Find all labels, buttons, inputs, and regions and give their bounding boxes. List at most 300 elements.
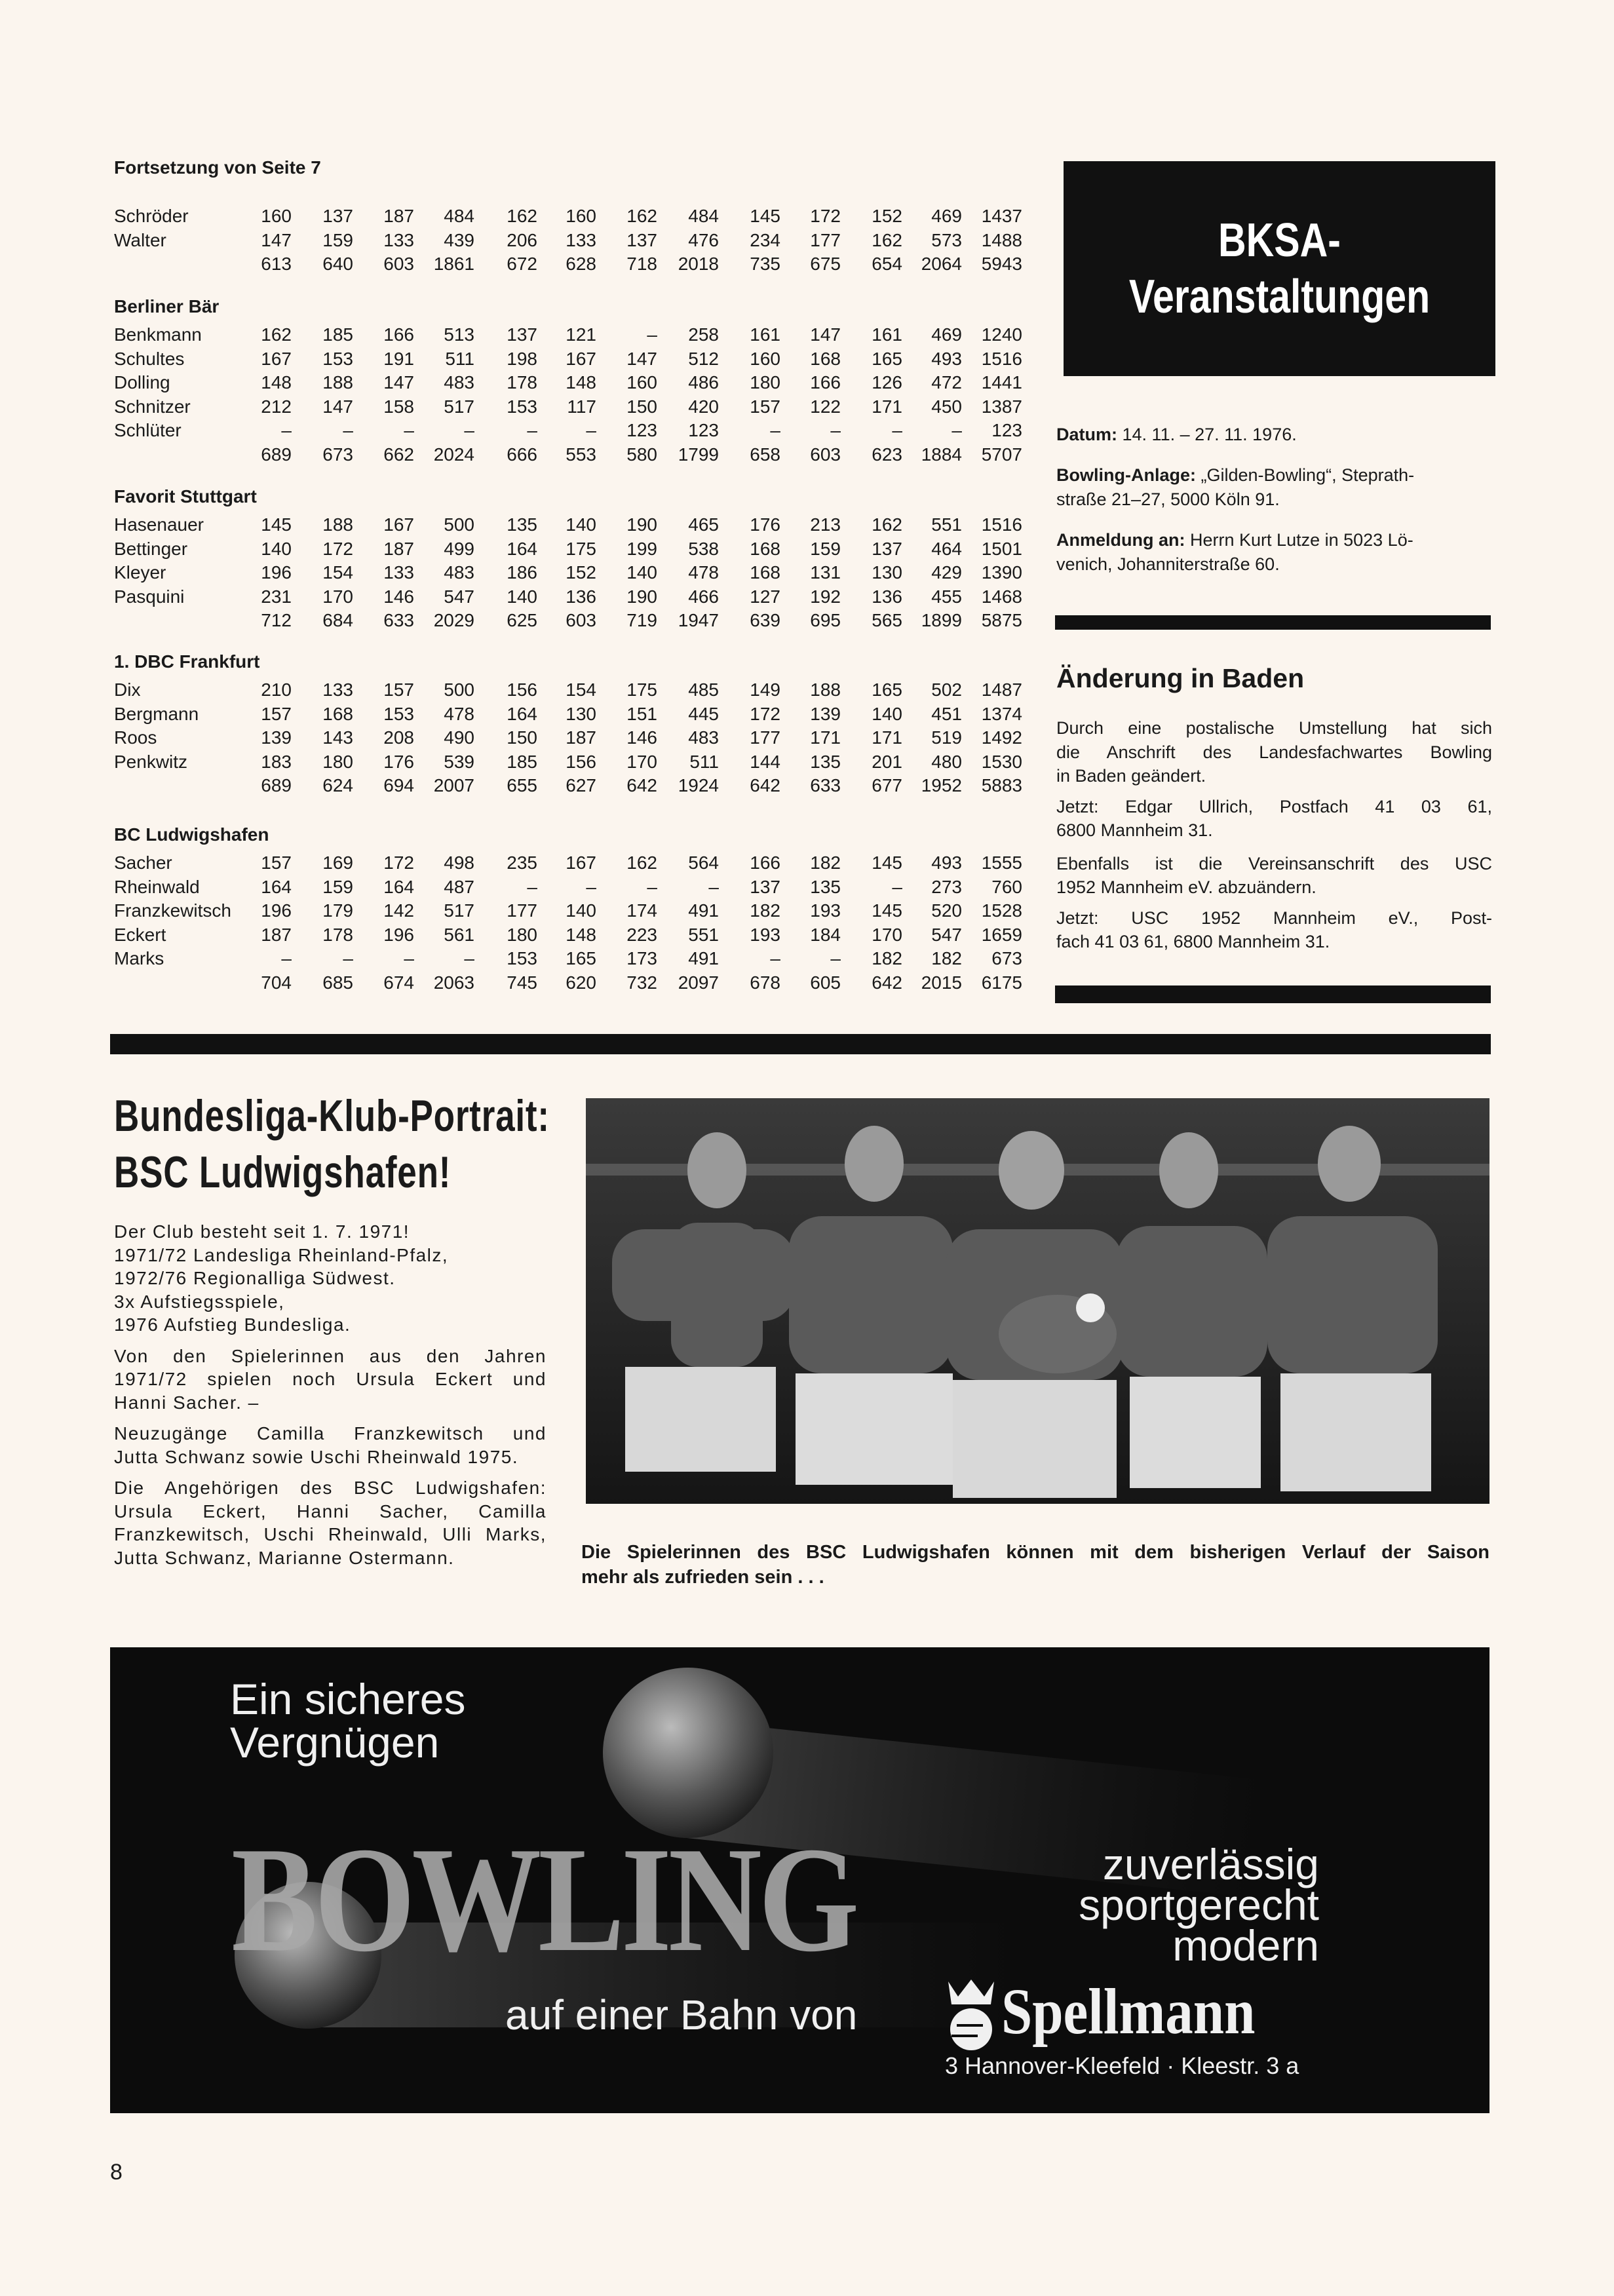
headline-line2: BSC Ludwigshafen! [114, 1147, 452, 1197]
score-cell: 159 [322, 229, 353, 250]
score-cell: 153 [322, 348, 353, 369]
divider-bar-wide [110, 1034, 1491, 1054]
score-cell: 171 [872, 727, 902, 748]
score-cell: 137 [626, 229, 657, 250]
score-cell: 168 [750, 562, 780, 583]
player-row [114, 371, 1031, 395]
score-cell: 234 [750, 229, 780, 250]
datum-label: Datum: [1056, 425, 1117, 444]
feature-1: zuverlässig [1102, 1840, 1319, 1888]
score-cell: 140 [261, 538, 292, 559]
score-cell: 499 [444, 538, 474, 559]
player-row [114, 702, 1031, 727]
score-cell: 157 [750, 396, 780, 417]
score-cell: 642 [626, 775, 657, 795]
score-cell: 640 [322, 254, 353, 274]
score-cell: 483 [444, 372, 474, 392]
score-cell: 235 [507, 852, 537, 873]
bksa-anlage [1056, 463, 1492, 511]
player-row [114, 678, 1031, 702]
team-section [114, 294, 1031, 467]
score-cell: 210 [261, 679, 292, 700]
score-cell: 161 [872, 324, 902, 345]
score-cell: 153 [383, 703, 414, 724]
score-cell: 712 [261, 610, 292, 630]
score-cell: 147 [322, 396, 353, 417]
score-cell: 170 [322, 586, 353, 607]
score-cell: 666 [507, 444, 537, 465]
score-cell: 673 [322, 444, 353, 465]
portrait-paragraph [114, 1345, 547, 1415]
score-cell: 148 [261, 372, 292, 392]
portrait-line: Von den Spielerinnen aus den Jahren [114, 1345, 547, 1366]
score-cell: 182 [750, 900, 780, 921]
score-cell: 487 [444, 876, 474, 897]
score-cell: 1374 [981, 703, 1022, 724]
score-cell: 212 [261, 396, 292, 417]
player-row [114, 923, 1031, 947]
bksa-title-line2: Veranstaltungen [1128, 271, 1431, 323]
score-cell: 551 [688, 924, 719, 945]
score-cell: 159 [810, 538, 841, 559]
score-cell: 491 [688, 948, 719, 968]
score-cell: 157 [383, 679, 414, 700]
score-cell: 123 [991, 420, 1022, 440]
score-cell: 136 [566, 586, 596, 607]
score-cell: 145 [872, 900, 902, 921]
portrait-line: Jutta Schwanz sowie Uschi Rheinwald 1975. [114, 1446, 519, 1467]
score-cell: 1924 [678, 775, 719, 795]
bksa-datum [1056, 423, 1492, 447]
spellmann-advertisement [110, 1647, 1489, 2113]
team-photo [586, 1098, 1489, 1504]
score-cell: 1947 [678, 610, 719, 630]
score-cell: 169 [322, 852, 353, 873]
bowling-ball-icon [603, 1668, 773, 1838]
score-cell: 147 [626, 348, 657, 369]
baden-line: die Anschrift des Landesfachwartes Bowling [1056, 742, 1492, 762]
score-cell: – [464, 948, 474, 968]
baden-line: Ebenfalls ist die Vereinsanschrift des USC [1056, 853, 1492, 873]
score-cell: 151 [626, 703, 657, 724]
score-cell: 483 [688, 727, 719, 748]
portrait-paragraph [114, 1220, 547, 1337]
score-cell: 162 [626, 852, 657, 873]
score-cell: 173 [626, 948, 657, 968]
continuation-note: Fortsetzung von Seite 7 [114, 157, 321, 178]
score-cell: 184 [810, 924, 841, 945]
score-cell: 2015 [921, 972, 962, 993]
portrait-body [114, 1220, 547, 1577]
portrait-line: 1971/72 Landesliga Rheinland-Pfalz, [114, 1244, 449, 1265]
score-cell: 167 [566, 852, 596, 873]
score-cell: 718 [626, 254, 657, 274]
score-cell: 172 [383, 852, 414, 873]
score-cell: 174 [626, 900, 657, 921]
score-cell: 517 [444, 900, 474, 921]
score-cell: 1530 [981, 751, 1022, 772]
score-cell: 500 [444, 514, 474, 535]
bksa-anmeldung [1056, 528, 1492, 576]
score-cell: 206 [507, 229, 537, 250]
score-cell: – [343, 420, 353, 440]
score-cell: 165 [566, 948, 596, 968]
score-cell: 547 [444, 586, 474, 607]
score-cell: 178 [322, 924, 353, 945]
score-cell: 2063 [433, 972, 474, 993]
score-cell: 472 [931, 372, 962, 392]
score-cell: 142 [383, 900, 414, 921]
player-row [114, 947, 1031, 971]
ad-bowling-wordmark: BOWLING [231, 1816, 856, 1983]
portrait-line: Der Club besteht seit 1. 7. 1971! [114, 1221, 410, 1242]
score-cell: 160 [566, 206, 596, 226]
bksa-title-line1: BKSA- [1218, 214, 1341, 267]
score-cell: 469 [931, 206, 962, 226]
score-cell: 164 [261, 876, 292, 897]
score-cell: 166 [383, 324, 414, 345]
score-cell: 451 [931, 703, 962, 724]
score-cell: – [830, 420, 841, 440]
score-cell: – [404, 948, 414, 968]
ad-bahn-text: auf einer Bahn von [505, 1991, 858, 2038]
score-cell: 519 [931, 727, 962, 748]
score-cell: 165 [872, 348, 902, 369]
portrait-line: Neuzugänge Camilla Franzkewitsch und [114, 1423, 547, 1444]
score-cell: 551 [931, 514, 962, 535]
score-cell: 1468 [981, 586, 1022, 607]
team-name: Berliner Bär [114, 296, 220, 316]
anmeldung-line2: venich, Johanniterstraße 60. [1056, 554, 1280, 574]
score-cell: 655 [507, 775, 537, 795]
anlage-label: Bowling-Anlage: [1056, 465, 1196, 485]
portrait-line: 1972/76 Regionalliga Südwest. [114, 1268, 396, 1288]
player-name: Marks [114, 948, 164, 968]
score-cell: 191 [383, 348, 414, 369]
score-cell: 1884 [921, 444, 962, 465]
score-cell: 485 [688, 679, 719, 700]
player-row [114, 419, 1031, 443]
score-cell: 166 [750, 852, 780, 873]
score-cell: – [647, 324, 657, 345]
ad-brand: Spellmann [1001, 1975, 1256, 2048]
score-cell: 162 [872, 229, 902, 250]
player-name: Dolling [114, 372, 170, 392]
score-cell: 186 [507, 562, 537, 583]
score-cell: 695 [810, 610, 841, 630]
score-cell: 745 [507, 972, 537, 993]
score-cell: 633 [810, 775, 841, 795]
player-row [114, 726, 1031, 750]
player-row [114, 585, 1031, 609]
score-cell: 465 [688, 514, 719, 535]
score-cell: 180 [322, 751, 353, 772]
score-cell: 160 [750, 348, 780, 369]
player-row [114, 899, 1031, 923]
score-cell: 5707 [981, 444, 1022, 465]
score-cell: – [404, 420, 414, 440]
score-cell: 689 [261, 775, 292, 795]
score-cell: 179 [322, 900, 353, 921]
baden-title: Änderung in Baden [1056, 663, 1305, 693]
score-cell: 603 [810, 444, 841, 465]
score-cell: 478 [444, 703, 474, 724]
player-name: Schröder [114, 206, 189, 226]
team-section [114, 822, 1031, 995]
score-cell: 183 [261, 751, 292, 772]
score-cell: 662 [383, 444, 414, 465]
score-cell: 176 [383, 751, 414, 772]
score-cell: 2029 [433, 610, 474, 630]
score-cell: 130 [872, 562, 902, 583]
team-total-row [114, 774, 1031, 798]
caption-line2: mehr als zufrieden sein . . . [581, 1567, 824, 1588]
score-cell: – [527, 420, 537, 440]
score-cell: – [892, 420, 902, 440]
score-cell: 1952 [921, 775, 962, 795]
score-cell: 168 [750, 538, 780, 559]
score-cell: 193 [810, 900, 841, 921]
portrait-paragraph [114, 1422, 547, 1468]
score-cell: 196 [383, 924, 414, 945]
score-cell: – [770, 948, 780, 968]
score-cell: 1861 [433, 254, 474, 274]
portrait-line: Die Angehörigen des BSC Ludwigshafen: [114, 1478, 547, 1498]
player-name: Schlüter [114, 420, 182, 440]
player-name: Schnitzer [114, 396, 191, 417]
score-cell: 135 [507, 514, 537, 535]
score-cell: 140 [566, 514, 596, 535]
score-cell: 153 [507, 396, 537, 417]
score-cell: 185 [507, 751, 537, 772]
score-cell: 160 [626, 372, 657, 392]
score-cell: 164 [507, 703, 537, 724]
score-cell: 177 [750, 727, 780, 748]
score-cell: 121 [566, 324, 596, 345]
score-cell: 131 [810, 562, 841, 583]
score-cell: 684 [322, 610, 353, 630]
score-cell: 480 [931, 751, 962, 772]
score-cell: 620 [566, 972, 596, 993]
score-cell: 760 [991, 876, 1022, 897]
score-cell: 187 [383, 538, 414, 559]
score-cell: 493 [931, 852, 962, 873]
score-cell: 539 [444, 751, 474, 772]
score-cell: – [951, 420, 962, 440]
score-cell: 1492 [981, 727, 1022, 748]
score-cell: 678 [750, 972, 780, 993]
score-cell: 603 [383, 254, 414, 274]
score-cell: 491 [688, 900, 719, 921]
divider-bar [1055, 985, 1491, 1003]
score-cell: 1501 [981, 538, 1022, 559]
score-cell: 127 [750, 586, 780, 607]
score-cell: 164 [507, 538, 537, 559]
portrait-line: 1971/72 spielen noch Ursula Eckert und [114, 1369, 547, 1389]
score-cell: 512 [688, 348, 719, 369]
score-cell: 455 [931, 586, 962, 607]
score-cell: 5943 [981, 254, 1022, 274]
player-row [114, 323, 1031, 347]
anmeldung-line1: Herrn Kurt Lutze in 5023 Lö- [1190, 530, 1413, 550]
score-cell: 158 [383, 396, 414, 417]
score-cell: 190 [626, 586, 657, 607]
score-cell: 167 [383, 514, 414, 535]
score-cell: 469 [931, 324, 962, 345]
portrait-line: Hanni Sacher. – [114, 1392, 259, 1413]
score-cell: 139 [810, 703, 841, 724]
slogan-line1: Ein sicheres [230, 1675, 466, 1723]
score-cell: 674 [383, 972, 414, 993]
score-cell: 152 [872, 206, 902, 226]
score-cell: 165 [872, 679, 902, 700]
score-cell: 133 [566, 229, 596, 250]
score-cell: 167 [261, 348, 292, 369]
team-total-row [114, 971, 1031, 995]
score-cell: 2097 [678, 972, 719, 993]
score-cell: 147 [810, 324, 841, 345]
score-cell: 176 [750, 514, 780, 535]
player-name: Penkwitz [114, 751, 188, 772]
score-cell: 168 [322, 703, 353, 724]
player-row [114, 347, 1031, 372]
score-cell: 192 [810, 586, 841, 607]
score-cell: 164 [383, 876, 414, 897]
score-cell: 677 [872, 775, 902, 795]
score-cell: 196 [261, 562, 292, 583]
score-cell: 153 [507, 948, 537, 968]
score-cell: 140 [566, 900, 596, 921]
score-cell: 500 [444, 679, 474, 700]
score-cell: 439 [444, 229, 474, 250]
score-cell: 1555 [981, 852, 1022, 873]
score-cell: 2024 [433, 444, 474, 465]
score-cell: 273 [931, 876, 962, 897]
score-cell: 689 [261, 444, 292, 465]
score-cell: 135 [810, 751, 841, 772]
score-cell: 478 [688, 562, 719, 583]
score-cell: 445 [688, 703, 719, 724]
player-name: Schultes [114, 348, 185, 369]
score-cell: 201 [872, 751, 902, 772]
baden-line: 1952 Mannheim eV. abzuändern. [1056, 877, 1316, 897]
score-cell: 547 [931, 924, 962, 945]
score-cell: 1799 [678, 444, 719, 465]
score-cell: 133 [322, 679, 353, 700]
score-cell: 704 [261, 972, 292, 993]
score-cell: 162 [872, 514, 902, 535]
feature-3: modern [1172, 1921, 1319, 1970]
score-cell: 172 [322, 538, 353, 559]
photo-caption [581, 1540, 1489, 1590]
score-cell: 137 [322, 206, 353, 226]
score-cell: 1488 [981, 229, 1022, 250]
player-name: Kleyer [114, 562, 166, 583]
portrait-line: Ursula Eckert, Hanni Sacher, Camilla [114, 1501, 547, 1521]
score-cell: 178 [507, 372, 537, 392]
score-cell: 145 [261, 514, 292, 535]
score-cell: 171 [872, 396, 902, 417]
score-cell: – [770, 420, 780, 440]
score-cell: 483 [444, 562, 474, 583]
score-cell: 493 [931, 348, 962, 369]
score-cell: 213 [810, 514, 841, 535]
score-cell: 732 [626, 972, 657, 993]
score-cell: 146 [626, 727, 657, 748]
score-cell: 484 [444, 206, 474, 226]
score-cell: 520 [931, 900, 962, 921]
score-cell: 175 [566, 538, 596, 559]
headline-line1: Bundesliga-Klub-Portrait: [114, 1091, 550, 1141]
score-cell: 190 [626, 514, 657, 535]
score-cell: 187 [566, 727, 596, 748]
score-cell: 156 [566, 751, 596, 772]
score-cell: 498 [444, 852, 474, 873]
anlage-line2: straße 21–27, 5000 Köln 91. [1056, 489, 1280, 509]
score-cell: 150 [507, 727, 537, 748]
score-cell: 143 [322, 727, 353, 748]
score-cell: – [281, 420, 292, 440]
score-cell: 464 [931, 538, 962, 559]
ad-features [1079, 1840, 1319, 1970]
player-name: Pasquini [114, 586, 185, 607]
divider-bar [1055, 615, 1491, 630]
score-cell: 162 [507, 206, 537, 226]
score-cell: 658 [750, 444, 780, 465]
score-cell: 511 [689, 751, 719, 772]
score-cell: 685 [322, 972, 353, 993]
team-total-row [114, 252, 1031, 277]
score-cell: 172 [810, 206, 841, 226]
score-cell: 154 [566, 679, 596, 700]
score-cell: 673 [991, 948, 1022, 968]
score-cell: 162 [261, 324, 292, 345]
score-cell: 185 [322, 324, 353, 345]
score-cell: 198 [507, 348, 537, 369]
score-cell: 137 [507, 324, 537, 345]
score-cell: 1441 [981, 372, 1022, 392]
team-name: 1. DBC Frankfurt [114, 651, 260, 672]
score-cell: 672 [507, 254, 537, 274]
score-cell: 123 [688, 420, 719, 440]
score-cell: – [464, 420, 474, 440]
score-cell: 161 [750, 324, 780, 345]
anmeldung-label: Anmeldung an: [1056, 530, 1185, 550]
score-cell: 136 [872, 586, 902, 607]
score-cell: – [343, 948, 353, 968]
score-cell: 140 [626, 562, 657, 583]
portrait-paragraph [114, 1476, 547, 1569]
score-cell: 148 [566, 924, 596, 945]
score-cell: 625 [507, 610, 537, 630]
score-cell: 156 [507, 679, 537, 700]
team-total-row [114, 443, 1031, 467]
score-cell: 133 [383, 229, 414, 250]
player-row [114, 395, 1031, 419]
score-cell: 420 [688, 396, 719, 417]
player-name: Franzkewitsch [114, 900, 231, 921]
score-cell: 735 [750, 254, 780, 274]
score-cell: 180 [750, 372, 780, 392]
ad-address: 3 Hannover-Kleefeld · Kleestr. 3 a [945, 2052, 1299, 2079]
score-cell: 144 [750, 751, 780, 772]
score-cell: 193 [750, 924, 780, 945]
score-cell: – [892, 876, 902, 897]
portrait-line: Franzkewitsch, Uschi Rheinwald, Ulli Marks, [114, 1524, 547, 1544]
score-cell: 258 [688, 324, 719, 345]
score-cell: 149 [750, 679, 780, 700]
portrait-line: 3x Aufstiegsspiele, [114, 1291, 285, 1312]
